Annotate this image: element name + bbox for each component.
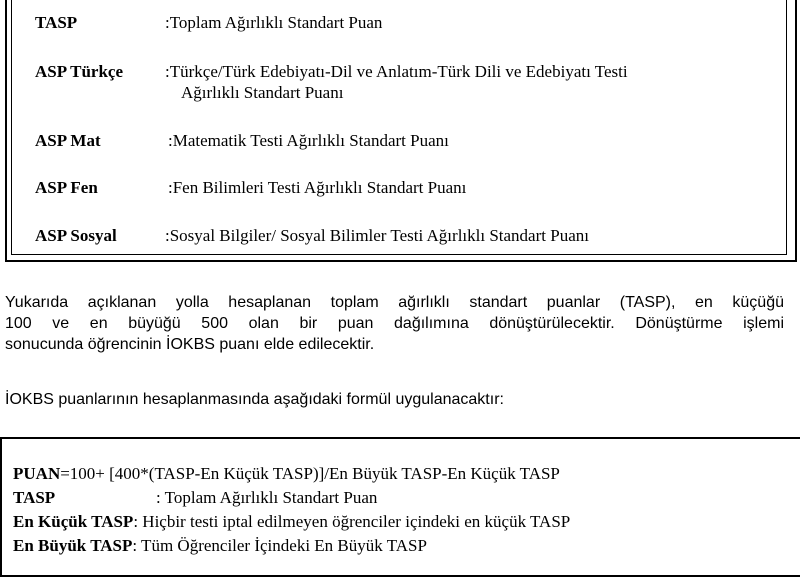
paragraph-text: 100 ve en büyüğü 500 olan bir puan dağılımına dönüştürülecektir. Dönüştürme işlemi (5, 315, 784, 332)
formula-desc: : Tüm Öğrenciler İçindeki En Büyük TASP (132, 536, 427, 555)
definition-desc: :Sosyal Bilgiler/ Sosyal Bilimler Testi Ağırlıklı Standart Puanı (165, 226, 589, 245)
definition-desc: :Toplam Ağırlıklı Standart Puan (165, 13, 383, 32)
definition-term: ASP Mat (35, 131, 101, 150)
paragraph-line (5, 292, 784, 313)
definition-desc: :Matematik Testi Ağırlıklı Standart Puanı (168, 131, 449, 150)
formula-label: En Büyük TASP (13, 536, 133, 555)
paragraph-formula-intro: İOKBS puanlarının hesaplanmasında aşağıdaki formül uygulanacaktır: (5, 391, 504, 408)
paragraph-text: Yukarıda açıklanan yolla hesaplanan toplam ağırlıklı standart puanlar (TASP), en küçüğü (5, 294, 784, 311)
definitions-box (11, 0, 787, 255)
paragraph-transformation (5, 292, 784, 355)
definition-term: ASP Türkçe (35, 62, 124, 81)
formula-desc: : Hiçbir testi iptal edilmeyen öğrenciler içindeki en küçük TASP (133, 512, 571, 531)
formula-desc: : Toplam Ağırlıklı Standart Puan (156, 488, 378, 507)
formula-box (0, 437, 800, 577)
formula-line-tasp (13, 487, 378, 508)
definition-term: TASP (35, 13, 78, 32)
paragraph-line: sonucunda öğrencinin İOKBS puanı elde edilecektir. (5, 336, 375, 353)
formula-line-puan (13, 463, 560, 484)
definition-desc: :Türkçe/Türk Edebiyatı-Dil ve Anlatım-Türk Dili ve Edebiyatı Testi (165, 62, 628, 81)
formula-label: PUAN (13, 464, 61, 483)
definition-term: ASP Sosyal (35, 226, 117, 245)
formula-label: TASP (13, 488, 56, 507)
formula-expression: =100+ [400*(TASP-En Küçük TASP)]/En Büyük TASP-En Küçük TASP (60, 464, 560, 483)
definition-desc: :Fen Bilimleri Testi Ağırlıklı Standart Puanı (168, 178, 467, 197)
definition-desc-continued: Ağırlıklı Standart Puanı (181, 83, 344, 102)
paragraph-line (5, 313, 784, 334)
definition-term: ASP Fen (35, 178, 98, 197)
formula-line-max-tasp (13, 535, 427, 556)
formula-label: En Küçük TASP (13, 512, 134, 531)
formula-line-min-tasp (13, 511, 570, 532)
